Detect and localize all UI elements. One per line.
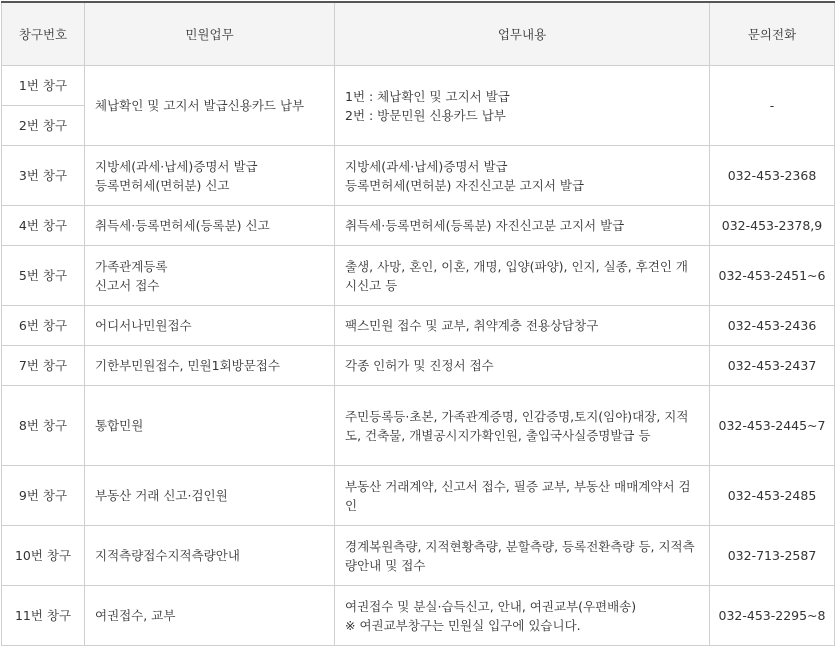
detail-cell: 부동산 거래계약, 신고서 접수, 필증 교부, 부동산 매매계약서 검인 [335, 466, 710, 526]
phone-cell: 032-453-2368 [710, 146, 835, 206]
detail-cell: 팩스민원 접수 및 교부, 취약계층 전용상담창구 [335, 306, 710, 346]
table-row [2, 466, 835, 526]
civil-service-window-table [1, 1, 835, 646]
detail-cell: 주민등록등·초본, 가족관계증명, 인감증명,토지(임야)대장, 지적도, 건축물, 개별공시지가확인원, 출입국사실증명발급 등 [335, 386, 710, 466]
task-cell: 지적측량접수지적측량안내 [85, 526, 335, 586]
phone-cell: 032-453-2437 [710, 346, 835, 386]
detail-cell: 취득세·등록면허세(등록분) 자진신고분 고지서 발급 [335, 206, 710, 246]
detail-line: 등록면허세(면허분) 자진신고분 고지서 발급 [345, 177, 585, 193]
detail-cell [335, 146, 710, 206]
table-row [2, 206, 835, 246]
table-row [2, 246, 835, 306]
task-cell: 부동산 거래 신고·검인원 [85, 466, 335, 526]
phone-cell: 032-453-2436 [710, 306, 835, 346]
table-row [2, 306, 835, 346]
window-cell: 9번 창구 [2, 466, 85, 526]
detail-line: 1번 : 체납확인 및 고지서 발급 [345, 88, 510, 104]
window-cell: 4번 창구 [2, 206, 85, 246]
detail-cell: 출생, 사망, 혼인, 이혼, 개명, 입양(파양), 인지, 실종, 후견인 개시신고 등 [335, 246, 710, 306]
table-row [2, 66, 835, 106]
phone-cell: 032-453-2295~8 [710, 586, 835, 646]
phone-cell: 032-453-2451~6 [710, 246, 835, 306]
detail-line: 지방세(과세·납세)증명서 발급 [345, 158, 508, 174]
window-cell: 11번 창구 [2, 586, 85, 646]
header-task-detail: 업무내용 [335, 2, 710, 66]
header-contact-phone: 문의전화 [710, 2, 835, 66]
table-row [2, 386, 835, 466]
detail-line: ※ 여권교부창구는 민원실 입구에 있습니다. [345, 617, 581, 633]
phone-cell: 032-453-2378,9 [710, 206, 835, 246]
table-row [2, 526, 835, 586]
window-cell: 1번 창구 [2, 66, 85, 106]
window-cell: 10번 창구 [2, 526, 85, 586]
task-cell: 체납확인 및 고지서 발급신용카드 납부 [85, 66, 335, 146]
window-cell: 5번 창구 [2, 246, 85, 306]
window-cell: 3번 창구 [2, 146, 85, 206]
detail-cell [335, 66, 710, 146]
task-cell: 여권접수, 교부 [85, 586, 335, 646]
phone-cell: 032-713-2587 [710, 526, 835, 586]
task-cell: 취득세·등록면허세(등록분) 신고 [85, 206, 335, 246]
table-row [2, 346, 835, 386]
task-cell: 통합민원 [85, 386, 335, 466]
task-line: 신고서 접수 [95, 277, 160, 293]
task-cell [85, 246, 335, 306]
header-window-number: 창구번호 [2, 2, 85, 66]
header-civil-task: 민원업무 [85, 2, 335, 66]
task-line: 등록면허세(면허분) 신고 [95, 177, 230, 193]
task-line: 지방세(과세·납세)증명서 발급 [95, 158, 258, 174]
task-line: 가족관계등록 [95, 258, 168, 274]
detail-cell: 각종 인허가 및 진정서 접수 [335, 346, 710, 386]
window-cell: 8번 창구 [2, 386, 85, 466]
window-cell: 7번 창구 [2, 346, 85, 386]
detail-cell [335, 586, 710, 646]
phone-cell: 032-453-2485 [710, 466, 835, 526]
task-cell [85, 146, 335, 206]
task-cell: 어디서나민원접수 [85, 306, 335, 346]
table-header-row [2, 2, 835, 66]
task-cell: 기한부민원접수, 민원1회방문접수 [85, 346, 335, 386]
table-row [2, 586, 835, 646]
detail-line: 여권접수 및 분실·습득신고, 안내, 여권교부(우편배송) [345, 598, 637, 614]
phone-cell: - [710, 66, 835, 146]
detail-cell: 경계복원측량, 지적현황측량, 분할측량, 등록전환측량 등, 지적측량안내 및 접수 [335, 526, 710, 586]
detail-line: 2번 : 방문민원 신용카드 납부 [345, 107, 506, 123]
phone-cell: 032-453-2445~7 [710, 386, 835, 466]
table-row [2, 146, 835, 206]
window-cell: 2번 창구 [2, 106, 85, 146]
window-cell: 6번 창구 [2, 306, 85, 346]
